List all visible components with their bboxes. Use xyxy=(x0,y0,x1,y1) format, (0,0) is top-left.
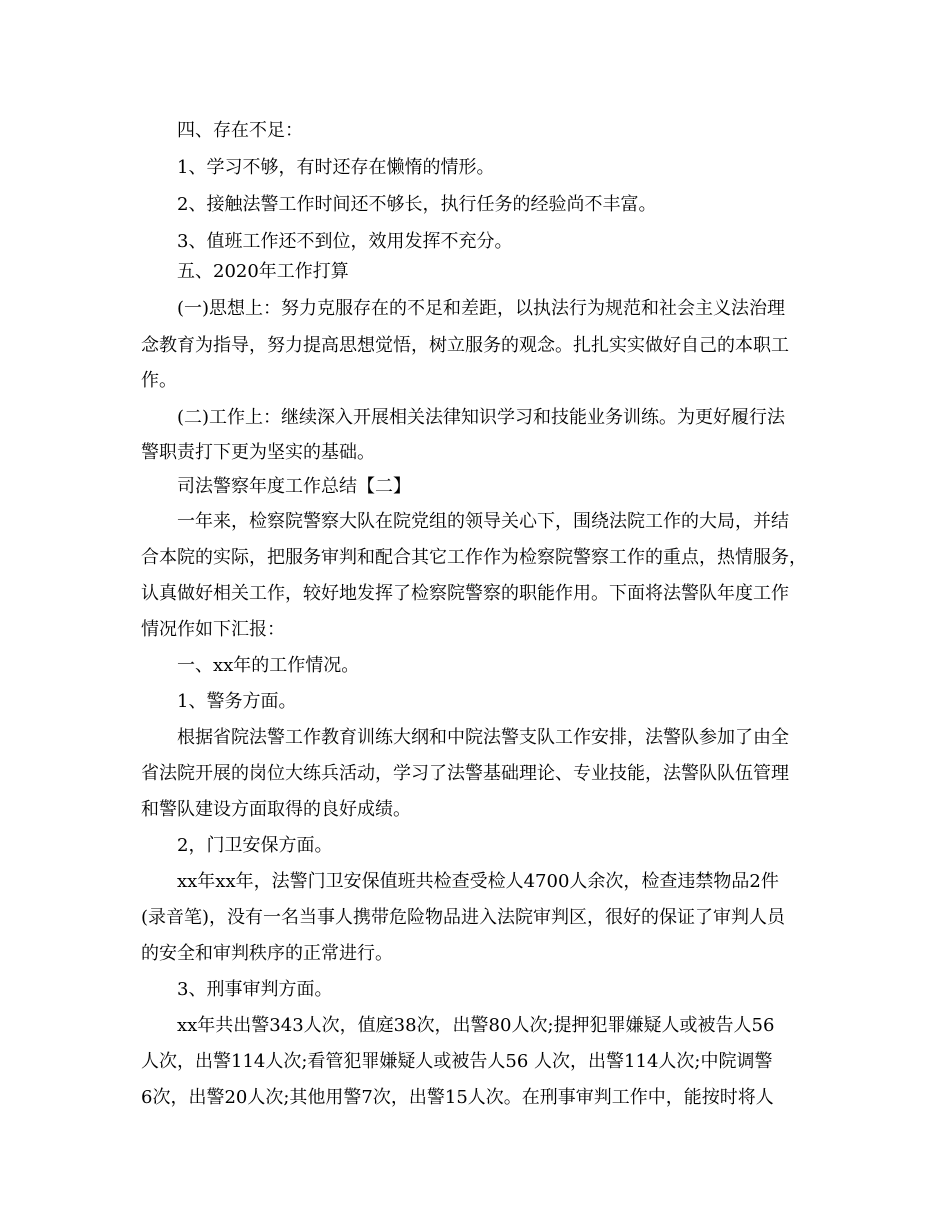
text-line: 的安全和审判秩序的正常进行。 xyxy=(141,943,393,964)
text-line: 根据省院法警工作教育训练大纲和中院法警支队工作安排，法警队参加了由全 xyxy=(177,727,789,748)
text-line: 省法院开展的岗位大练兵活动，学习了法警基础理论、专业技能，法警队队伍管理 xyxy=(141,763,789,784)
section-heading: 一、xx年的工作情况。 xyxy=(177,655,360,676)
text-line: 一年来，检察院警察大队在院党组的领导关心下，围绕法院工作的大局，并结 xyxy=(177,511,789,532)
text-line: 1、学习不够，有时还存在懒惰的情形。 xyxy=(177,157,495,178)
section-heading: 3、刑事审判方面。 xyxy=(177,979,333,1000)
text-line: 警职责打下更为坚实的基础。 xyxy=(141,442,375,463)
text-line: 念教育为指导，努力提高思想觉悟，树立服务的观念。扎扎实实做好自己的本职工 xyxy=(141,335,789,356)
text-line: 作。 xyxy=(141,370,177,391)
text-line: (录音笔)，没有一名当事人携带危险物品进入法院审判区，很好的保证了审判人员 xyxy=(141,907,786,928)
text-line: 情况作如下汇报： xyxy=(141,619,285,640)
text-line: xx年共出警343人次，值庭38次，出警80人次;提押犯罪嫌疑人或被告人56 xyxy=(177,1015,775,1036)
text-line: 认真做好相关工作，较好地发挥了检察院警察的职能作用。下面将法警队年度工作 xyxy=(141,583,789,604)
text-line: 合本院的实际，把服务审判和配合其它工作作为检察院警察工作的重点，热情服务， xyxy=(141,547,807,568)
text-line: 3、值班工作还不到位，效用发挥不充分。 xyxy=(177,231,513,252)
text-line: 2、接触法警工作时间还不够长，执行任务的经验尚不丰富。 xyxy=(177,194,657,215)
text-line: (一)思想上：努力克服存在的不足和差距，以执法行为规范和社会主义法治理 xyxy=(177,298,786,319)
text-line: 人次，出警114人次;看管犯罪嫌疑人或被告人56 人次，出警114人次;中院调警 xyxy=(141,1051,773,1072)
section-heading: 司法警察年度工作总结【二】 xyxy=(177,476,411,497)
text-line: 和警队建设方面取得的良好成绩。 xyxy=(141,799,411,820)
text-line: 6次，出警20人次;其他用警7次，出警15人次。在刑事审判工作中，能按时将人 xyxy=(141,1087,774,1108)
section-heading: 1、警务方面。 xyxy=(177,691,297,712)
text-line: 四、存在不足： xyxy=(177,120,303,141)
text-line: xx年xx年，法警门卫安保值班共检查受检人4700人余次，检查违禁物品2件 xyxy=(177,871,779,892)
section-heading: 五、2020年工作打算 xyxy=(177,261,349,282)
section-heading: 2，门卫安保方面。 xyxy=(177,835,333,856)
text-line: (二)工作上：继续深入开展相关法律知识学习和技能业务训练。为更好履行法 xyxy=(177,407,786,428)
